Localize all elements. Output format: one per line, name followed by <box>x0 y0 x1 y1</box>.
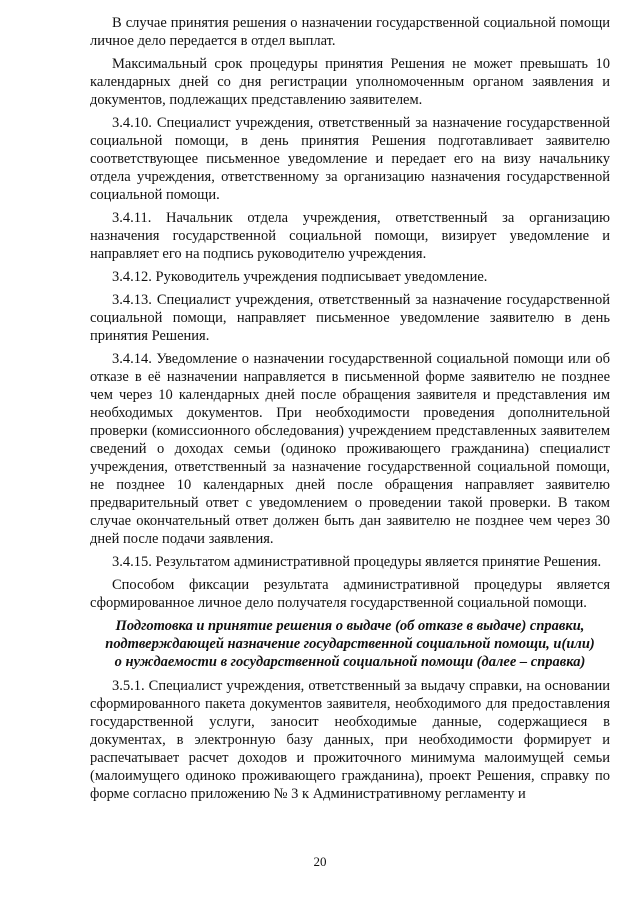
section-heading-line: о нуждаемости в государственной социальной помощи (далее – справка) <box>114 654 586 670</box>
paragraph: Максимальный срок процедуры принятия Решения не может превышать 10 календарных дней со дня регистрации уполномоченным органом заявления и документов, подлежащих представлению заявителем. <box>90 56 610 108</box>
paragraph-3-4-13: 3.4.13. Специалист учреждения, ответственный за назначение государственной социальной помощи, направляет письменное уведомление заявителю в день принятия Решения. <box>90 292 610 344</box>
paragraph: В случае принятия решения о назначении государственной социальной помощи личное дело передается в отдел выплат. <box>90 15 610 49</box>
section-heading <box>90 617 610 671</box>
paragraph-3-5-1: 3.5.1. Специалист учреждения, ответственный за выдачу справки, на основании сформированного пакета документов заявителя, необходимого для предоставления государственной услуги, заносит необходимые данные, содержащиеся в документах, в электронную базу данных, при необходимости формирует и распечатывает расчет доходов и прожиточного минимума малоимущей семьи (малоимущего одиноко проживающего гражданина), проект Решения, справку по форме согласно приложению № 3 к Административному регламенту и <box>90 678 610 802</box>
paragraph: Способом фиксации результата административной процедуры является сформированное личное дело получателя государственной социальной помощи. <box>90 577 610 611</box>
paragraph-3-4-10: 3.4.10. Специалист учреждения, ответственный за назначение государственной социальной помощи, в день принятия Решения подготавливает заявителю соответствующее письменное уведомление и передает его на визу начальнику отдела учреждения, ответственному за организацию назначения государственной социальной помощи. <box>90 115 610 203</box>
paragraph-3-4-11: 3.4.11. Начальник отдела учреждения, ответственный за организацию назначения государственной социальной помощи, визирует уведомление и направляет его на подпись руководителю учреждения. <box>90 210 610 262</box>
section-heading-line: Подготовка и принятие решения о выдаче (об отказе в выдаче) справки, <box>115 618 585 634</box>
section-heading-line: подтверждающей назначение государственной социальной помощи, и(или) <box>105 636 595 652</box>
paragraph-3-4-14: 3.4.14. Уведомление о назначении государственной социальной помощи или об отказе в её назначении направляется в письменной форме заявителю не позднее чем через 10 календарных дней после обращения заявителя и представления им необходимых документов. При необходимости проведения дополнительной проверки (комиссионного обследования) учреждением представленных заявителем сведений о доходах семьи (одиноко проживающего гражданина) специалист учреждения, ответственный за назначение государственной социальной помощи, не позднее 10 календарных дней после обращения направляет заявителю предварительный ответ с уведомлением о проведении такой проверки. В таком случае окончательный ответ должен быть дан заявителю не позднее чем через 30 дней после подачи заявления. <box>90 351 610 547</box>
paragraph-3-4-12: 3.4.12. Руководитель учреждения подписывает уведомление. <box>112 269 488 285</box>
paragraph-3-4-15: 3.4.15. Результатом административной процедуры является принятие Решения. <box>112 554 602 570</box>
document-page <box>90 14 610 808</box>
page-number: 20 <box>313 854 327 869</box>
